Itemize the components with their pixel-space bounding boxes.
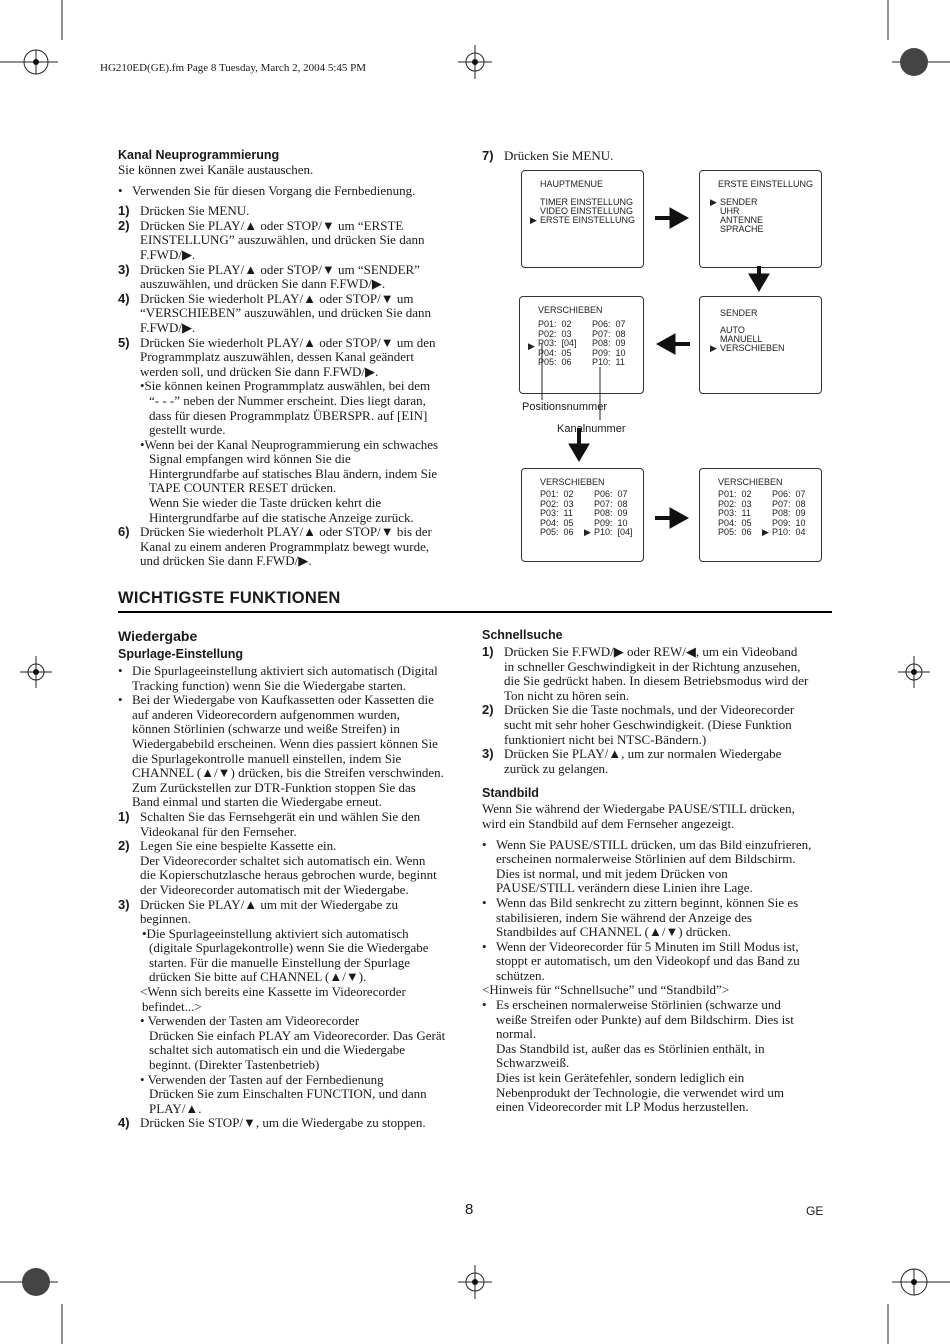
wiedergabe-title: Wiedergabe <box>118 628 198 644</box>
file-header: HG210ED(GE).fm Page 8 Tuesday, March 2, 2004 5:45 PM <box>100 62 367 74</box>
label-positionsnummer: Positionsnummer <box>522 401 607 413</box>
standbild-bullet-2: • Wenn das Bild senkrecht zu zittern beginnt, können Sie es stabilisieren, indem Sie während der Anzeige des Standbildes auf CHANNEL (▲/▼) drücken. <box>482 894 799 940</box>
screen-verschieben-1: VERSCHIEBEN ▶ P01: 02 P06: 07 P02: 03 P07: 08 P03: [04] P08: 09 P04: 05 P09: 10 P05: 06 P10: 11 <box>519 296 644 394</box>
kanal-step-7: 7) Drücken Sie MENU. <box>482 148 614 163</box>
standbild-title: Standbild <box>482 786 539 801</box>
menu-item-selected: SENDER <box>720 197 758 207</box>
kanal-intro: Sie können zwei Kanäle austauschen. <box>118 162 314 177</box>
menu-item: UHR <box>720 206 740 216</box>
schnell-step-2: 2) Drücken Sie die Taste nochmals, und der Videorecorder sucht mit sehr hoher Geschwindigkeit. (Diese Funktion funktioniert nicht bei NTSC-Bändern.) <box>482 702 795 747</box>
standbild-bullet-1: • Wenn Sie PAUSE/STILL drücken, um das Bild einzufrieren, erscheinen normalerweise Störlinien auf dem Bildschirm. Dies ist normal, und mit jedem Drücken von PAUSE/STILL verändern diese Linien ihre Lage. <box>482 836 812 896</box>
section-rule <box>118 611 832 613</box>
label-kanalnummer: Kanalnummer <box>557 423 626 435</box>
schnell-step-1: 1) Drücken Sie F.FWD/▶ oder REW/◀, um ein Videoband in schneller Geschwindigkeit in der Richtung anzusehen, die Sie gedrückt haben. In diesem Betriebsmodus wird der Ton nicht zu hören sein. <box>482 644 809 703</box>
kanal-bullet: • Verwenden Sie für diesen Vorgang die Fernbedienung. <box>118 182 416 198</box>
schnellsuche-title: Schnellsuche <box>482 628 563 642</box>
kanal-step-6: 6) Drücken Sie wiederholt PLAY/▲ oder STOP/▼ bis der Kanal zu einem anderen Programmplatz bewegt wurde, und drücken Sie dann F.FWD/▶. <box>118 524 432 569</box>
kanal-step-2: 2) Drücken Sie PLAY/▲ oder STOP/▼ um “ERSTE EINSTELLUNG” auszuwählen, und drücken Sie dann F.FWD/▶. <box>118 217 425 262</box>
kanal-step-1: 1) Drücken Sie MENU. <box>118 203 250 219</box>
cursor-icon: ▶ <box>584 527 591 537</box>
standbild-bullet-3: • Wenn der Videorecorder für 5 Minuten im Still Modus ist, stoppt er automatisch, um den Videokopf und das Band zu schützen. <box>482 938 800 983</box>
schnellsuche-section <box>482 628 827 1115</box>
cursor-icon: ▶ <box>528 341 535 351</box>
wiedergabe-bullet-2: • Bei der Wiedergabe von Kaufkassetten oder Kassetten die auf anderen Videorecordern aufgenommen wurden, können Störlinien (schwarze und weiße Streifen) in Wiedergabebild erscheinen. Wenn dies passiert können Sie die Spurlagekontrolle manuell einstellen, indem Sie CHANNEL (▲/▼) drücken, bis die Streifen verschwinden. Zum Zurückstellen zur DTR-Funktion stoppen Sie das Band einmal und starten die Wiedergabe erneut. <box>118 692 444 810</box>
schnell-step-3: 3) Drücken Sie PLAY/▲, um zur normalen Wiedergabe zurück zu gelangen. <box>482 746 782 776</box>
page-number: 8 <box>465 1201 474 1218</box>
language-code: GE <box>806 1204 824 1218</box>
standbild-intro: Wenn Sie während der Wiedergabe PAUSE/STILL drücken, wird ein Standbild auf dem Fernseher angezeigt. <box>482 801 795 831</box>
screen-title: SENDER <box>720 308 758 318</box>
menu-item: TIMER EINSTELLUNG <box>540 197 634 207</box>
arrow-right-icon <box>655 208 688 228</box>
spurlage-subtitle: Spurlage-Einstellung <box>118 647 244 661</box>
arrow-down-icon <box>569 428 589 461</box>
cursor-icon: ▶ <box>762 527 769 537</box>
menu-item-selected: ERSTE EINSTELLUNG <box>540 215 636 225</box>
kanal-step-3: 3) Drücken Sie PLAY/▲ oder STOP/▼ um “SENDER” auszuwählen, und drücken Sie dann F.FWD/▶. <box>118 261 420 292</box>
kanal-step-4: 4) Drücken Sie wiederholt PLAY/▲ oder STOP/▼ um “VERSCHIEBEN” auszuwählen, und drücken Sie dann F.FWD/▶. <box>118 290 431 335</box>
arrow-right-icon <box>655 508 688 528</box>
standbild-bullet-4: • Es erscheinen normalerweise Störlinien (schwarze und weiße Streifen oder Punkte) auf dem Bildschirm. Dies ist normal. Das Standbild ist, außer das es Störlinien enthält, in Schwarzweiß. Dies ist kein Gerätefehler, sondern lediglich ein Nebenprodukt der Technologie, die verwendet wird um einen Videorecorder mit LP Modus herzustellen. <box>482 997 794 1115</box>
standbild-hint: <Hinweis für “Schnellsuche” und “Standbild”> <box>482 982 730 998</box>
section-title: WICHTIGSTE FUNKTIONEN <box>118 589 341 607</box>
menu-item: MANUELL <box>720 334 763 344</box>
wiedergabe-step-4: 4) Drücken Sie STOP/▼, um die Wiedergabe zu stoppen. <box>118 1115 426 1131</box>
kanal-title: Kanal Neuprogrammierung <box>118 148 280 162</box>
arrow-left-icon <box>657 334 690 354</box>
screen-title: VERSCHIEBEN <box>538 305 603 315</box>
menu-item: VIDEO EINSTELLUNG <box>540 206 634 216</box>
menu-item: ANTENNE <box>720 215 764 225</box>
wiedergabe-step-2: 2) Legen Sie eine bespielte Kassette ein. Der Videorecorder schaltet sich automatisch ein. Wenn die Kopierschutzlasche heraus gebrochen wurde, beginnt der Videorecorder automatisch mit der Wiedergabe. <box>118 838 437 897</box>
wiedergabe-bullet-1: • Die Spurlageeinstellung aktiviert sich automatisch (Digital Tracking function) wenn Sie die Wiedergabe starten. <box>118 663 438 693</box>
cursor-icon: ▶ <box>710 197 717 207</box>
kanal-step-5: 5) Drücken Sie wiederholt PLAY/▲ oder STOP/▼ um den Programmplatz auszuwählen, dessen Kanal geändert werden soll, und drücken Sie dann F.FWD/▶. •Sie können keinen Programmplatz auswählen, bei dem “- - -” neben der Nummer erscheint. Dies liegt daran, dass für diesen Programmplatz ÜBERSPR. auf [EIN] gestellt wurde. •Wenn bei der Kanal Neuprogrammierung ein schwaches Signal empfangen wird können Sie die Hintergrundfarbe auf statisches Blau ändern, indem Sie TAPE COUNTER RESET drücken. Wenn Sie wieder die Taste drücken kehrt die Hintergrundfarbe auf die statische Anzeige zurück. <box>118 334 439 525</box>
screen-title: VERSCHIEBEN <box>718 477 783 487</box>
arrow-down-icon <box>749 266 769 291</box>
wiedergabe-step-3: 3) Drücken Sie PLAY/▲ um mit der Wiedergabe zu beginnen. •Die Spurlageeinstellung aktiviert sich automatisch (digitale Spurlagekontrolle) wenn Sie die Wiedergabe starten. Für die manuelle Einstellung der Spurlage drücken Sie bitte auf CHANNEL (▲/▼). <Wenn sich bereits eine Kassette im Videorecorder befindet...> • Verwenden der Tasten am Videorecorder Drücken Sie einfach PLAY am Videorecorder. Das Gerät schaltet sich automatisch ein und die Wiedergabe beginnt. (Direkter Tastenbetrieb) • Verwenden der Tasten auf der Fernbedienung Drücken Sie zum Einschalten FUNCTION, und dann PLAY/▲. <box>118 896 446 1116</box>
screen-title: HAUPTMENUE <box>540 179 604 189</box>
wiedergabe-step-1: 1) Schalten Sie das Fernsehgerät ein und wählen Sie den Videokanal für den Fernseher. <box>118 808 421 839</box>
screen-verschieben-2: VERSCHIEBEN ▶ P01: 02 P06: 07 P02: 03 P07: 08 P03: 11 P08: 09 P04: 05 P09: 10 P05: 06 P10: [04] <box>521 468 644 562</box>
wiedergabe-section <box>118 628 463 1131</box>
screen-title: VERSCHIEBEN <box>540 477 605 487</box>
cursor-icon: ▶ <box>710 343 717 353</box>
menu-item: SPRACHE <box>720 224 764 234</box>
cursor-icon: ▶ <box>530 215 537 225</box>
screen-title: ERSTE EINSTELLUNG <box>718 179 814 189</box>
menu-item-selected: VERSCHIEBEN <box>720 343 785 353</box>
screen-verschieben-3: VERSCHIEBEN ▶ P01: 02 P06: 07 P02: 03 P07: 08 P03: 11 P08: 09 P04: 05 P09: 10 P05: 06 P10: 04 <box>699 468 822 562</box>
menu-item: AUTO <box>720 325 745 335</box>
